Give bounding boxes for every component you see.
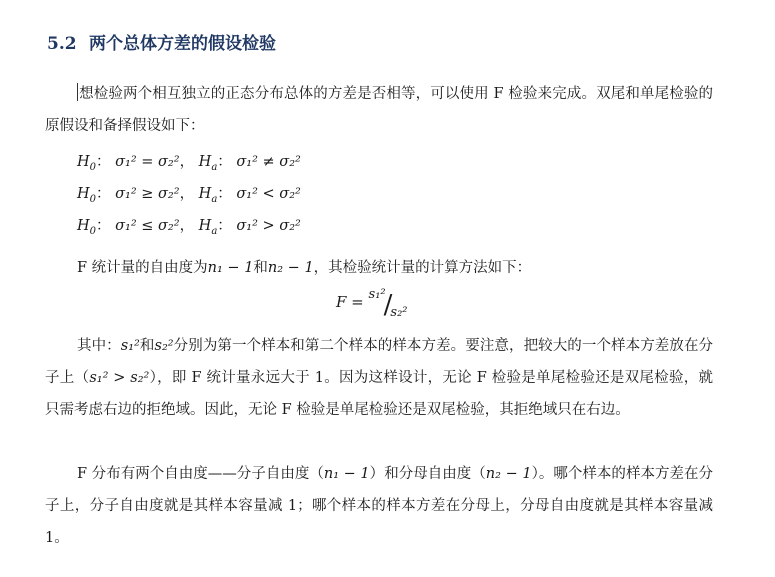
denominator-df: n₂ − 1: [485, 466, 532, 482]
section-number: 5.2: [47, 34, 77, 54]
f-statistic-formula: [336, 287, 408, 320]
formula-numerator: s₁²: [368, 287, 386, 302]
alt-hypothesis-relation: σ₁² > σ₂²: [236, 218, 301, 234]
df-numerator: n₁ − 1: [207, 260, 254, 276]
variance-inequality: s₁² > s₂²: [89, 370, 150, 386]
formula-lhs: F =: [336, 293, 364, 311]
explanation-paragraph: 其中：s₁²和s₂²分别为第一个样本和第二个样本的样本方差。要注意，把较大的一个样本方差放在分子上（s₁² > s₂²），即 F 统计量永远大于 1。因为这样设计，无论 F 检验是单尾检验还是双尾检验，就只需考虑右边的拒绝域。因此，无论 F 检验是单尾检验还是双尾检验，其拒绝域只在右边。: [45, 338, 714, 418]
degrees-of-freedom-sentence: F 统计量的自由度为n₁ − 1和n₂ − 1，其检验统计量的计算方法如下：: [77, 260, 532, 276]
null-hypothesis-relation: σ₁² = σ₂²: [115, 154, 180, 170]
section-title: 两个总体方差的假设检验: [89, 34, 276, 54]
intro-paragraph: [45, 78, 713, 142]
hypothesis-row-1: H0： σ₁² = σ₂²， Ha： σ₁² ≠ σ₂²: [77, 154, 301, 173]
alt-hypothesis-relation: σ₁² < σ₂²: [236, 186, 301, 202]
f-distribution-paragraph: F 分布有两个自由度——分子自由度（n₁ − 1）和分母自由度（n₂ − 1）。哪个样本的样本方差在分子上，分子自由度就是其样本容量减 1；哪个样本的样本方差在分母上，分母自由度就是其样本容量减 1。: [45, 466, 714, 546]
intro-text: 想检验两个相互独立的正态分布总体的方差是否相等，可以使用 F 检验来完成。双尾和单尾检验的原假设和备择假设如下：: [45, 86, 713, 134]
null-hypothesis-relation: σ₁² ≥ σ₂²: [115, 186, 180, 202]
hypothesis-row-3: H0： σ₁² ≤ σ₂²， Ha： σ₁² > σ₂²: [77, 218, 301, 237]
alt-hypothesis-relation: σ₁² ≠ σ₂²: [236, 154, 301, 170]
section-heading: [47, 29, 276, 54]
sample-variance-1: s₁²: [120, 338, 140, 354]
null-hypothesis-relation: σ₁² ≤ σ₂²: [115, 218, 180, 234]
numerator-df: n₁ − 1: [323, 466, 370, 482]
text-cursor: [77, 83, 78, 101]
hypothesis-row-2: H0： σ₁² ≥ σ₂²， Ha： σ₁² < σ₂²: [77, 186, 301, 205]
df-denominator: n₂ − 1: [267, 260, 314, 276]
formula-denominator: s₂²: [390, 305, 408, 320]
sample-variance-2: s₂²: [154, 338, 174, 354]
fraction-slash: /: [383, 290, 393, 320]
